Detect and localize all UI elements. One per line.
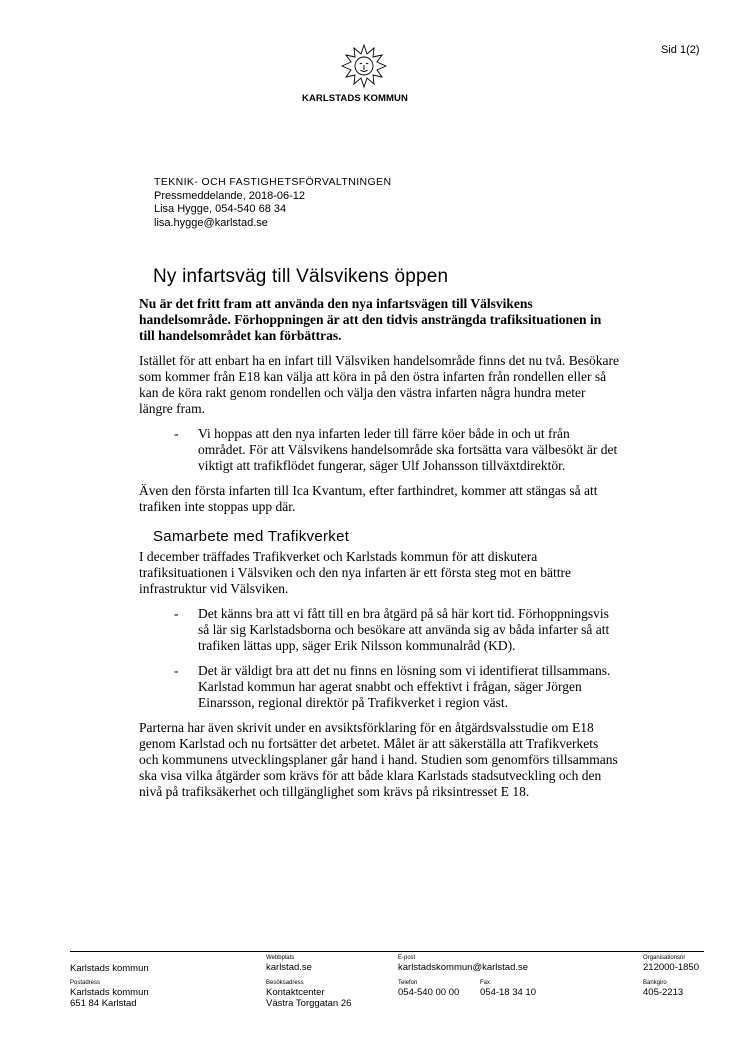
- quote-text: Det är väldigt bra att det nu finns en lösning som vi identifierat tillsammans. Karlstad kommun har agerat snabbt och effektivt i frågan, säger Jörgen Einarsson, regional direktör på Trafikverket i region väst.: [198, 663, 611, 710]
- footer-web-value[interactable]: karlstad.se: [266, 962, 312, 973]
- footer-orgnr-label: Organisationsnr: [643, 955, 686, 961]
- footer-postal-line2: 651 84 Karlstad: [70, 998, 137, 1009]
- footer-visit-line2: Västra Torggatan 26: [266, 998, 352, 1009]
- page-number: Sid 1(2): [661, 44, 700, 56]
- quote-text: Det känns bra att vi fått till en bra åtgärd på så här kort tid. Förhoppningsvis så lär sig Karlstadsborna och besökare att använda sig av båda infarter så att trafiken lättas upp, säger Erik Nilsson kommunalråd (KD).: [198, 606, 610, 653]
- quote-3: [139, 663, 619, 711]
- sun-logo-icon: [341, 44, 387, 88]
- quote-dash: -: [174, 663, 179, 678]
- footer-bank-value: 405-2213: [643, 987, 684, 998]
- footer-postal-line1: Karlstads kommun: [70, 987, 149, 998]
- page-title: Ny infartsväg till Välsvikens öppen: [153, 266, 449, 287]
- footer-orgnr-value: 212000-1850: [643, 962, 699, 973]
- footer-fax: [480, 980, 536, 998]
- body-paragraph-4: Parterna har även skrivit under en avsiktsförklaring för en åtgärdsvalsstudie om E18 genom Karlstad och nu fortsätter det arbetet. Målet är att säkerställa att Trafikverkets och kommunens utvecklingsplaner går hand i hand. Studien som genomförs tillsammans ska visa vilka åtgärder som krävs för att både klara Karlstads stadsutveckling och den nivå på trafiksäkerhet och tillgänglighet som krävs på riksintresset E 18.: [139, 720, 618, 799]
- body-paragraph-2: Även den första infarten till Ica Kvantum, efter farthindret, kommer att stängas så att trafiken inte stoppas upp där.: [139, 483, 598, 514]
- doc-type-date: Pressmeddelande, 2018-06-12: [154, 189, 306, 202]
- footer-web: [266, 955, 312, 973]
- footer-visit: [266, 980, 351, 1009]
- footer-email-value[interactable]: karlstadskommun@karlstad.se: [398, 962, 529, 973]
- contact-person: Lisa Hygge, 054-540 68 34: [154, 203, 287, 215]
- footer-email-label: E-post: [398, 955, 416, 961]
- footer-fax-label: Fax: [480, 980, 491, 986]
- quote-dash: -: [174, 426, 179, 441]
- footer-divider: [70, 951, 704, 952]
- quote-1: [139, 426, 619, 474]
- footer-bank-label: Bankgiro: [643, 980, 667, 986]
- quote-2: [139, 606, 619, 654]
- footer-orgnr: [643, 955, 699, 973]
- quote-text: Vi hoppas att den nya infarten leder till färre köer både in och ut från området. För att Välsvikens handelsområde ska fortsätta vara välbesökt är det viktigt att trafikflödet fungerar, säger Ulf Johansson tillväxtdirektör.: [198, 426, 618, 473]
- footer-phone-value: 054-540 00 00: [398, 987, 460, 998]
- footer-visit-label: Besöksadress: [266, 980, 304, 986]
- body-paragraph-1: Istället för att enbart ha en infart till Välsviken handelsområde finns det nu två. Besökare som kommer från E18 kan välja att köra in på den östra infarten från rondellen eller så kan de köra rakt genom rondellen och välja den västra infarten några hundra meter längre fram.: [139, 353, 619, 416]
- header-info: [154, 176, 391, 230]
- subheading: Samarbete med Trafikverket: [153, 528, 350, 545]
- footer-postal: [70, 980, 149, 1009]
- footer-phone: [398, 980, 459, 998]
- footer-web-label: Webbplats: [266, 955, 295, 961]
- body-paragraph-3: I december träffades Trafikverket och Karlstads kommun för att diskutera trafiksituationen i Välsviken och den nya infarten är ett första steg mot en bättre infrastruktur vid Välsviken.: [139, 549, 571, 596]
- footer-phone-label: Telefon: [398, 980, 418, 986]
- footer-postal-label: Postadress: [70, 980, 101, 986]
- footer-bank: [643, 980, 683, 998]
- article-body: [139, 296, 619, 809]
- footer-org: Karlstads kommun: [70, 963, 149, 974]
- footer-fax-value: 054-18 34 10: [480, 987, 536, 998]
- quote-dash: -: [174, 606, 179, 621]
- footer-email: [398, 955, 528, 973]
- department: TEKNIK- OCH FASTIGHETSFÖRVALTNINGEN: [154, 176, 392, 188]
- contact-email: lisa.hygge@karlstad.se: [154, 216, 268, 229]
- footer-visit-line1: Kontaktcenter: [266, 987, 325, 998]
- lead-paragraph: Nu är det fritt fram att använda den nya infartsvägen till Välsvikens handelsområde. Förhoppningen är att den tidvis ansträngda trafiksituationen in till handelsområdet kan förbättras.: [139, 296, 602, 343]
- organization-name: KARLSTADS KOMMUN: [302, 93, 408, 104]
